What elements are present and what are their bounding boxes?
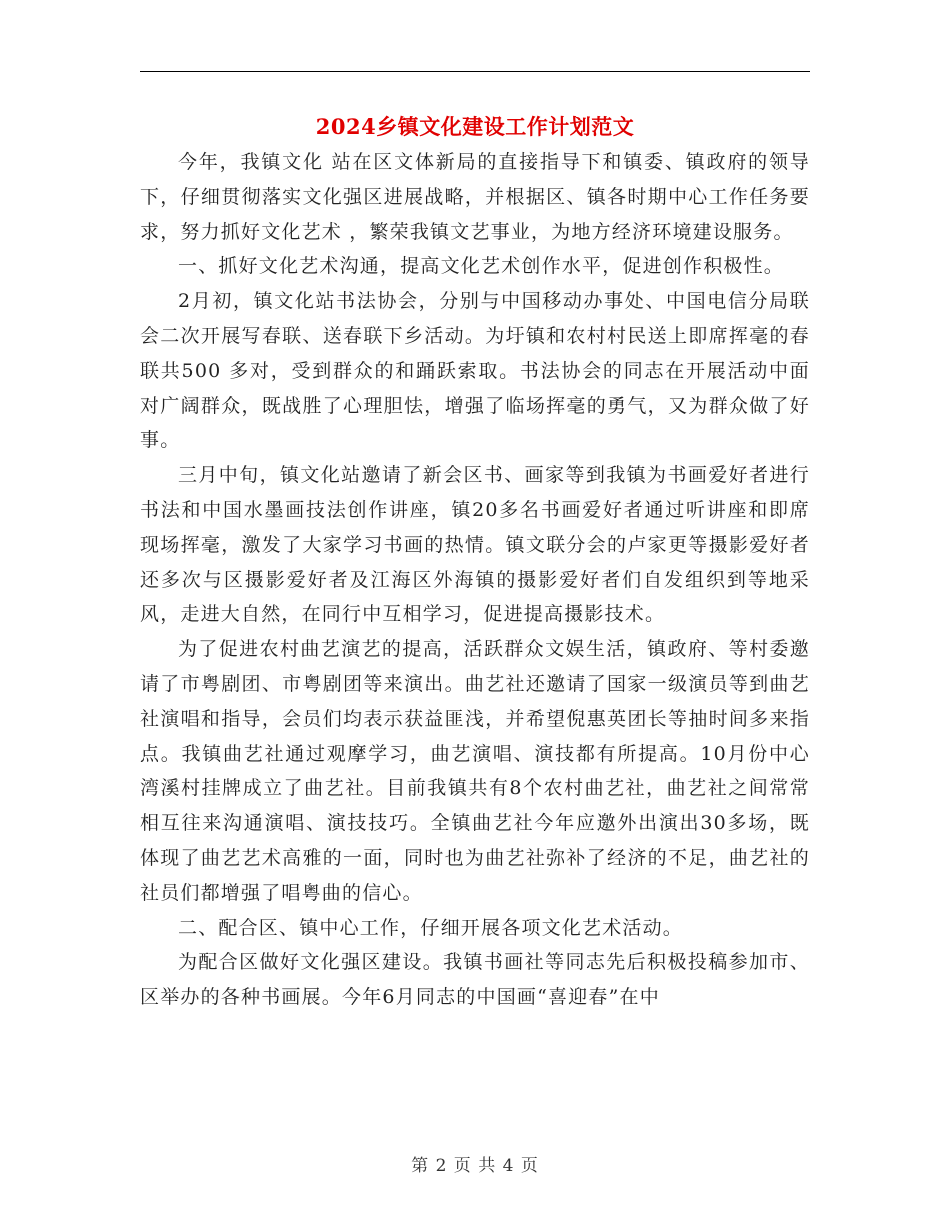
paragraph: 三月中旬，镇文化站邀请了新会区书、画家等到我镇为书画爱好者进行书法和中国水墨画技法创作讲座，镇20多名书画爱好者通过听讲座和即席现场挥毫，激发了大家学习书画的热情。镇文联分会的卢家更等摄影爱好者还多次与区摄影爱好者及江海区外海镇的摄影爱好者们自发组织到等地采风，走进大自然，在同行中互相学习，促进提高摄影技术。 [140,464,810,626]
section-heading: 一、抓好文化艺术沟通，提高文化艺术创作水平，促进创作积极性。 [178,255,785,278]
paragraph: 2月初，镇文化站书法协会，分别与中国移动办事处、中国电信分局联会二次开展写春联、送春联下乡活动。为圩镇和农村村民送上即席挥毫的春联共500 多对，受到群众的和踊跃索取。书法协会的同志在开展活动中面对广阔群众，既战胜了心理胆怯，增强了临场挥毫的勇气，又为群众做了好事。 [140,290,810,452]
page-footer: 第 2 页 共 4 页 [411,1156,539,1176]
section-heading: 二、配合区、镇中心工作，仔细开展各项文化艺术活动。 [178,916,684,939]
document-title: 2024乡镇文化建设工作计划范文 [315,114,635,139]
header-rule [140,71,810,72]
paragraph: 今年，我镇文化 站在区文体新局的直接指导下和镇委、镇政府的领导下，仔细贯彻落实文化强区进展战略，并根据区、镇各时期中心工作任务要求，努力抓好文化艺术 ，繁荣我镇文艺事业，为地方经济环境建设服务。 [140,151,810,243]
paragraph: 为了促进农村曲艺演艺的提高，活跃群众文娱生活，镇政府、等村委邀请了市粤剧团、市粤剧团等来演出。曲艺社还邀请了国家一级演员等到曲艺社演唱和指导，会员们均表示获益匪浅，并希望倪惠英团长等抽时间多来指点。我镇曲艺社通过观摩学习，曲艺演唱、演技都有所提高。10月份中心湾溪村挂牌成立了曲艺社。目前我镇共有8个农村曲艺社，曲艺社之间常常相互往来沟通演唱、演技技巧。全镇曲艺社今年应邀外出演出30多场，既体现了曲艺艺术高雅的一面，同时也为曲艺社弥补了经济的不足，曲艺社的社员们都增强了唱粤曲的信心。 [140,638,810,904]
document-body [140,145,810,1015]
paragraph: 为配合区做好文化强区建设。我镇书画社等同志先后积极投稿参加市、区举办的各种书画展。今年6月同志的中国画“喜迎春”在中 [140,951,810,1009]
